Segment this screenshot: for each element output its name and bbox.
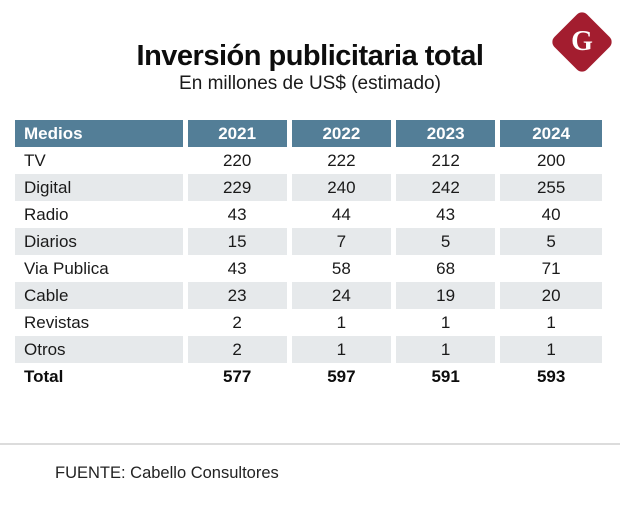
investment-table	[15, 120, 602, 390]
column-header-2021: 2021	[185, 120, 289, 147]
cell-2021: 43	[185, 255, 289, 282]
cell-2024: 5	[498, 228, 602, 255]
cell-2021: 15	[185, 228, 289, 255]
table-row	[15, 147, 602, 174]
table-row	[15, 282, 602, 309]
source-note: FUENTE: Cabello Consultores	[55, 464, 279, 482]
cell-2023: 1	[394, 336, 498, 363]
cell-2023: 591	[394, 363, 498, 390]
cell-2024: 20	[498, 282, 602, 309]
row-label: Otros	[15, 336, 185, 363]
logo-letter-g: G	[571, 26, 593, 57]
cell-2024: 71	[498, 255, 602, 282]
cell-2024: 1	[498, 309, 602, 336]
cell-2023: 212	[394, 147, 498, 174]
cell-2022: 597	[289, 363, 393, 390]
cell-2024: 593	[498, 363, 602, 390]
table-row	[15, 309, 602, 336]
cell-2021: 577	[185, 363, 289, 390]
gestion-logo	[549, 9, 615, 75]
table-header-row	[15, 120, 602, 147]
row-label: Total	[15, 363, 185, 390]
cell-2021: 23	[185, 282, 289, 309]
row-label: Cable	[15, 282, 185, 309]
cell-2023: 68	[394, 255, 498, 282]
cell-2022: 240	[289, 174, 393, 201]
page-title: Inversión publicitaria total	[136, 40, 484, 73]
table-row	[15, 255, 602, 282]
cell-2024: 200	[498, 147, 602, 174]
row-label: TV	[24, 150, 46, 170]
cell-2022: 7	[289, 228, 393, 255]
table-row	[15, 228, 602, 255]
cell-2022: 222	[289, 147, 393, 174]
table-row-total	[15, 363, 602, 390]
row-label: Diarios	[15, 228, 185, 255]
row-label: Revistas	[24, 312, 90, 332]
cell-2023: 242	[394, 174, 498, 201]
cell-2022: 1	[289, 336, 393, 363]
cell-2023: 1	[394, 309, 498, 336]
cell-2021: 2	[185, 309, 289, 336]
column-header-medios: Medios	[15, 120, 185, 147]
column-header-2024: 2024	[498, 120, 602, 147]
cell-2021: 220	[185, 147, 289, 174]
cell-2023: 19	[394, 282, 498, 309]
page-subtitle: En millones de US$ (estimado)	[179, 73, 441, 94]
cell-2021: 2	[185, 336, 289, 363]
column-header-2023: 2023	[394, 120, 498, 147]
cell-2024: 1	[498, 336, 602, 363]
cell-2024: 40	[498, 201, 602, 228]
cell-2021: 229	[185, 174, 289, 201]
cell-2024: 255	[498, 174, 602, 201]
footer-divider	[0, 443, 620, 445]
cell-2021: 43	[185, 201, 289, 228]
cell-2022: 58	[289, 255, 393, 282]
table-row	[15, 174, 602, 201]
cell-2022: 24	[289, 282, 393, 309]
column-header-2022: 2022	[289, 120, 393, 147]
cell-2023: 43	[394, 201, 498, 228]
cell-2022: 1	[289, 309, 393, 336]
cell-2023: 5	[394, 228, 498, 255]
table-row	[15, 201, 602, 228]
row-label: Digital	[15, 174, 185, 201]
row-label: Radio	[24, 204, 69, 224]
table-row	[15, 336, 602, 363]
row-label: Via Publica	[24, 258, 109, 278]
cell-2022: 44	[289, 201, 393, 228]
